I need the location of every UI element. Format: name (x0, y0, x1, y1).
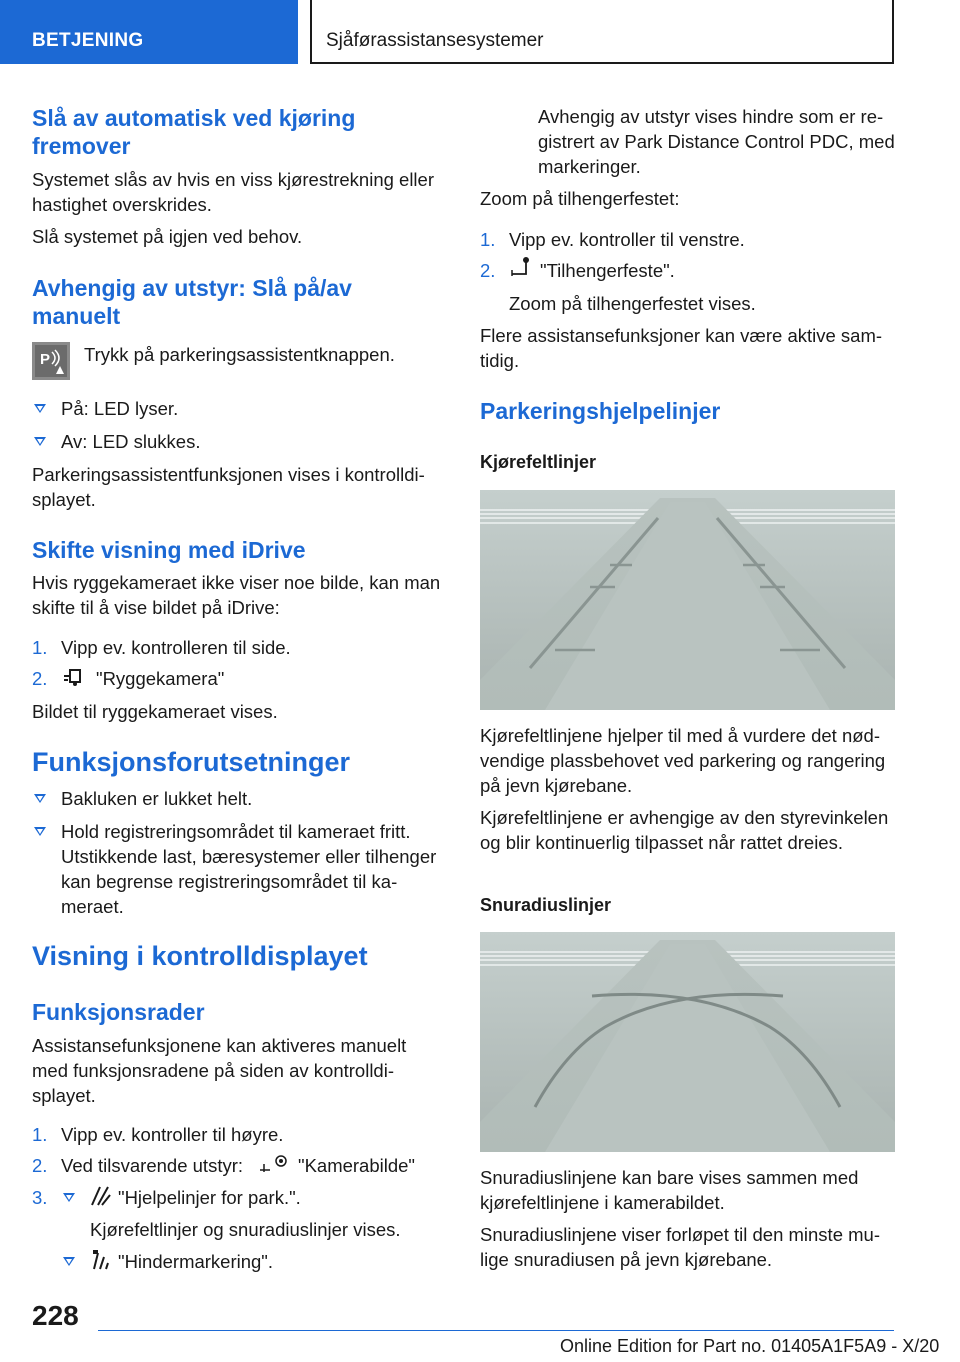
func-step-3: "Hjelpelinjer for park.". (118, 1187, 301, 1208)
heading-requirements: Funksjonsforutsetninger (32, 747, 351, 777)
heading-manual: Avhengig av utstyr: Slå på/av manuelt (32, 275, 352, 329)
parking-lines-icon (90, 1183, 112, 1207)
camera-image-icon (258, 1152, 290, 1176)
lane-lines-image (480, 490, 895, 710)
para-zoom: Zoom på tilhengerfestet: (480, 188, 680, 209)
func-step-2a: Ved tilsvarende utstyr: (61, 1155, 244, 1176)
step-2: "Ryggekamera" (96, 668, 225, 689)
bullet-icon (34, 437, 46, 446)
section-title: BETJENING (32, 30, 144, 51)
step-number: 2. (32, 668, 48, 689)
step-1: Vipp ev. kontrolleren til side. (61, 637, 291, 658)
obstacle-marking-icon (90, 1247, 112, 1271)
zoom-step-2-sub: Zoom på tilhengerfestet vises. (509, 293, 756, 314)
bullet-icon (63, 1257, 75, 1266)
para-turn-2: Snuradiuslinjene viser forløpet til den minste mulige snuradiusen på jevn kjørebane. (480, 1224, 880, 1270)
chapter-tab (310, 0, 894, 64)
trailer-hitch-icon (510, 256, 532, 280)
req-1: Bakluken er lukket helt. (61, 788, 253, 809)
heading-auto-off: Slå av automatisk ved kjøring fremover (32, 105, 356, 159)
chapter-title: Sjåførassistansesystemer (326, 30, 544, 51)
heading-display: Visning i kontrolldisplayet (32, 941, 368, 971)
bullet-off: Av: LED slukkes. (61, 431, 201, 452)
step-number: 2. (480, 260, 496, 281)
step-number: 1. (480, 229, 496, 250)
step-number: 1. (32, 637, 48, 658)
bullet-on: På: LED lyser. (61, 398, 179, 419)
func-step-3-sub: Kjørefeltlinjer og snuradiuslinjer vises. (90, 1219, 401, 1240)
step-number: 3. (32, 1187, 48, 1208)
para-idrive: Hvis ryggekameraet ikke viser noe bilde, kan man skifte til å vise bildet på iDrive: (32, 572, 441, 618)
heading-turn: Snuradiuslinjer (480, 895, 612, 915)
func-step-2b: "Kamerabilde" (298, 1155, 415, 1176)
para-auto-2: Slå systemet på igjen ved behov. (32, 226, 303, 247)
para-manual: Trykk på parkeringsassistentknappen. (84, 344, 395, 365)
section-tab (0, 0, 298, 64)
para-lane-2: Kjørefeltlinjene er avhengige av den styrevinkelen og blir kontinuerlig tilpasset når rattet dreies. (480, 807, 889, 853)
bullet-icon (63, 1193, 75, 1202)
para-image: Bildet til ryggekameraet vises. (32, 701, 278, 722)
heading-idrive: Skifte visning med iDrive (32, 537, 306, 563)
para-rows: Assistansefunksjonene kan aktiveres manuelt med funksjonsradene på siden av kontrolldisplayet. (32, 1035, 407, 1106)
heading-lines: Parkeringshjelpelinjer (480, 398, 721, 424)
heading-lane: Kjørefeltlinjer (480, 452, 597, 472)
page-number: 228 (32, 1300, 79, 1331)
func-step-4: "Hindermarkering". (118, 1251, 274, 1272)
step-number: 2. (32, 1155, 48, 1176)
bullet-icon (34, 404, 46, 413)
func-step-1: Vipp ev. kontroller til høyre. (61, 1124, 284, 1145)
para-obstacles: Avhengig av utstyr vises hindre som er registrert av Park Distance Control PDC, med markeringer. (538, 106, 895, 177)
bullet-icon (34, 827, 46, 836)
svg-text:P: P (40, 351, 51, 368)
park-assist-button-icon (32, 342, 70, 380)
heading-rows: Funksjonsrader (32, 999, 205, 1025)
bullet-icon (34, 794, 46, 803)
req-2: Hold registreringsområdet til kameraet fritt. Utstikkende last, bæresystemer eller tilhenger kan begrense registreringsområdet til kameraet. (61, 821, 437, 917)
zoom-step-2: "Tilhengerfeste". (540, 260, 675, 281)
step-number: 1. (32, 1124, 48, 1145)
para-lane-1: Kjørefeltlinjene hjelper til med å vurdere det nødvendige plassbehovet ved parkering og rangering på jevn kjørebane. (480, 725, 886, 796)
rear-camera-icon (62, 666, 86, 688)
para-turn-1: Snuradiuslinjene kan bare vises sammen med kjørefeltlinjene i kamerabildet. (480, 1167, 859, 1213)
turn-radius-image (480, 932, 895, 1152)
para-shown: Parkeringsassistentfunksjonen vises i kontrolldisplayet. (32, 464, 425, 510)
footer-rule (98, 1330, 894, 1331)
zoom-step-1: Vipp ev. kontroller til venstre. (509, 229, 745, 250)
para-multi: Flere assistansefunksjoner kan være aktive samtidig. (480, 325, 883, 371)
footer-edition: Online Edition for Part no. 01405A1F5A9 - X/20 (560, 1336, 940, 1356)
para-auto-1: Systemet slås av hvis en viss kjørestrekning eller hastighet overskrides. (32, 169, 434, 215)
